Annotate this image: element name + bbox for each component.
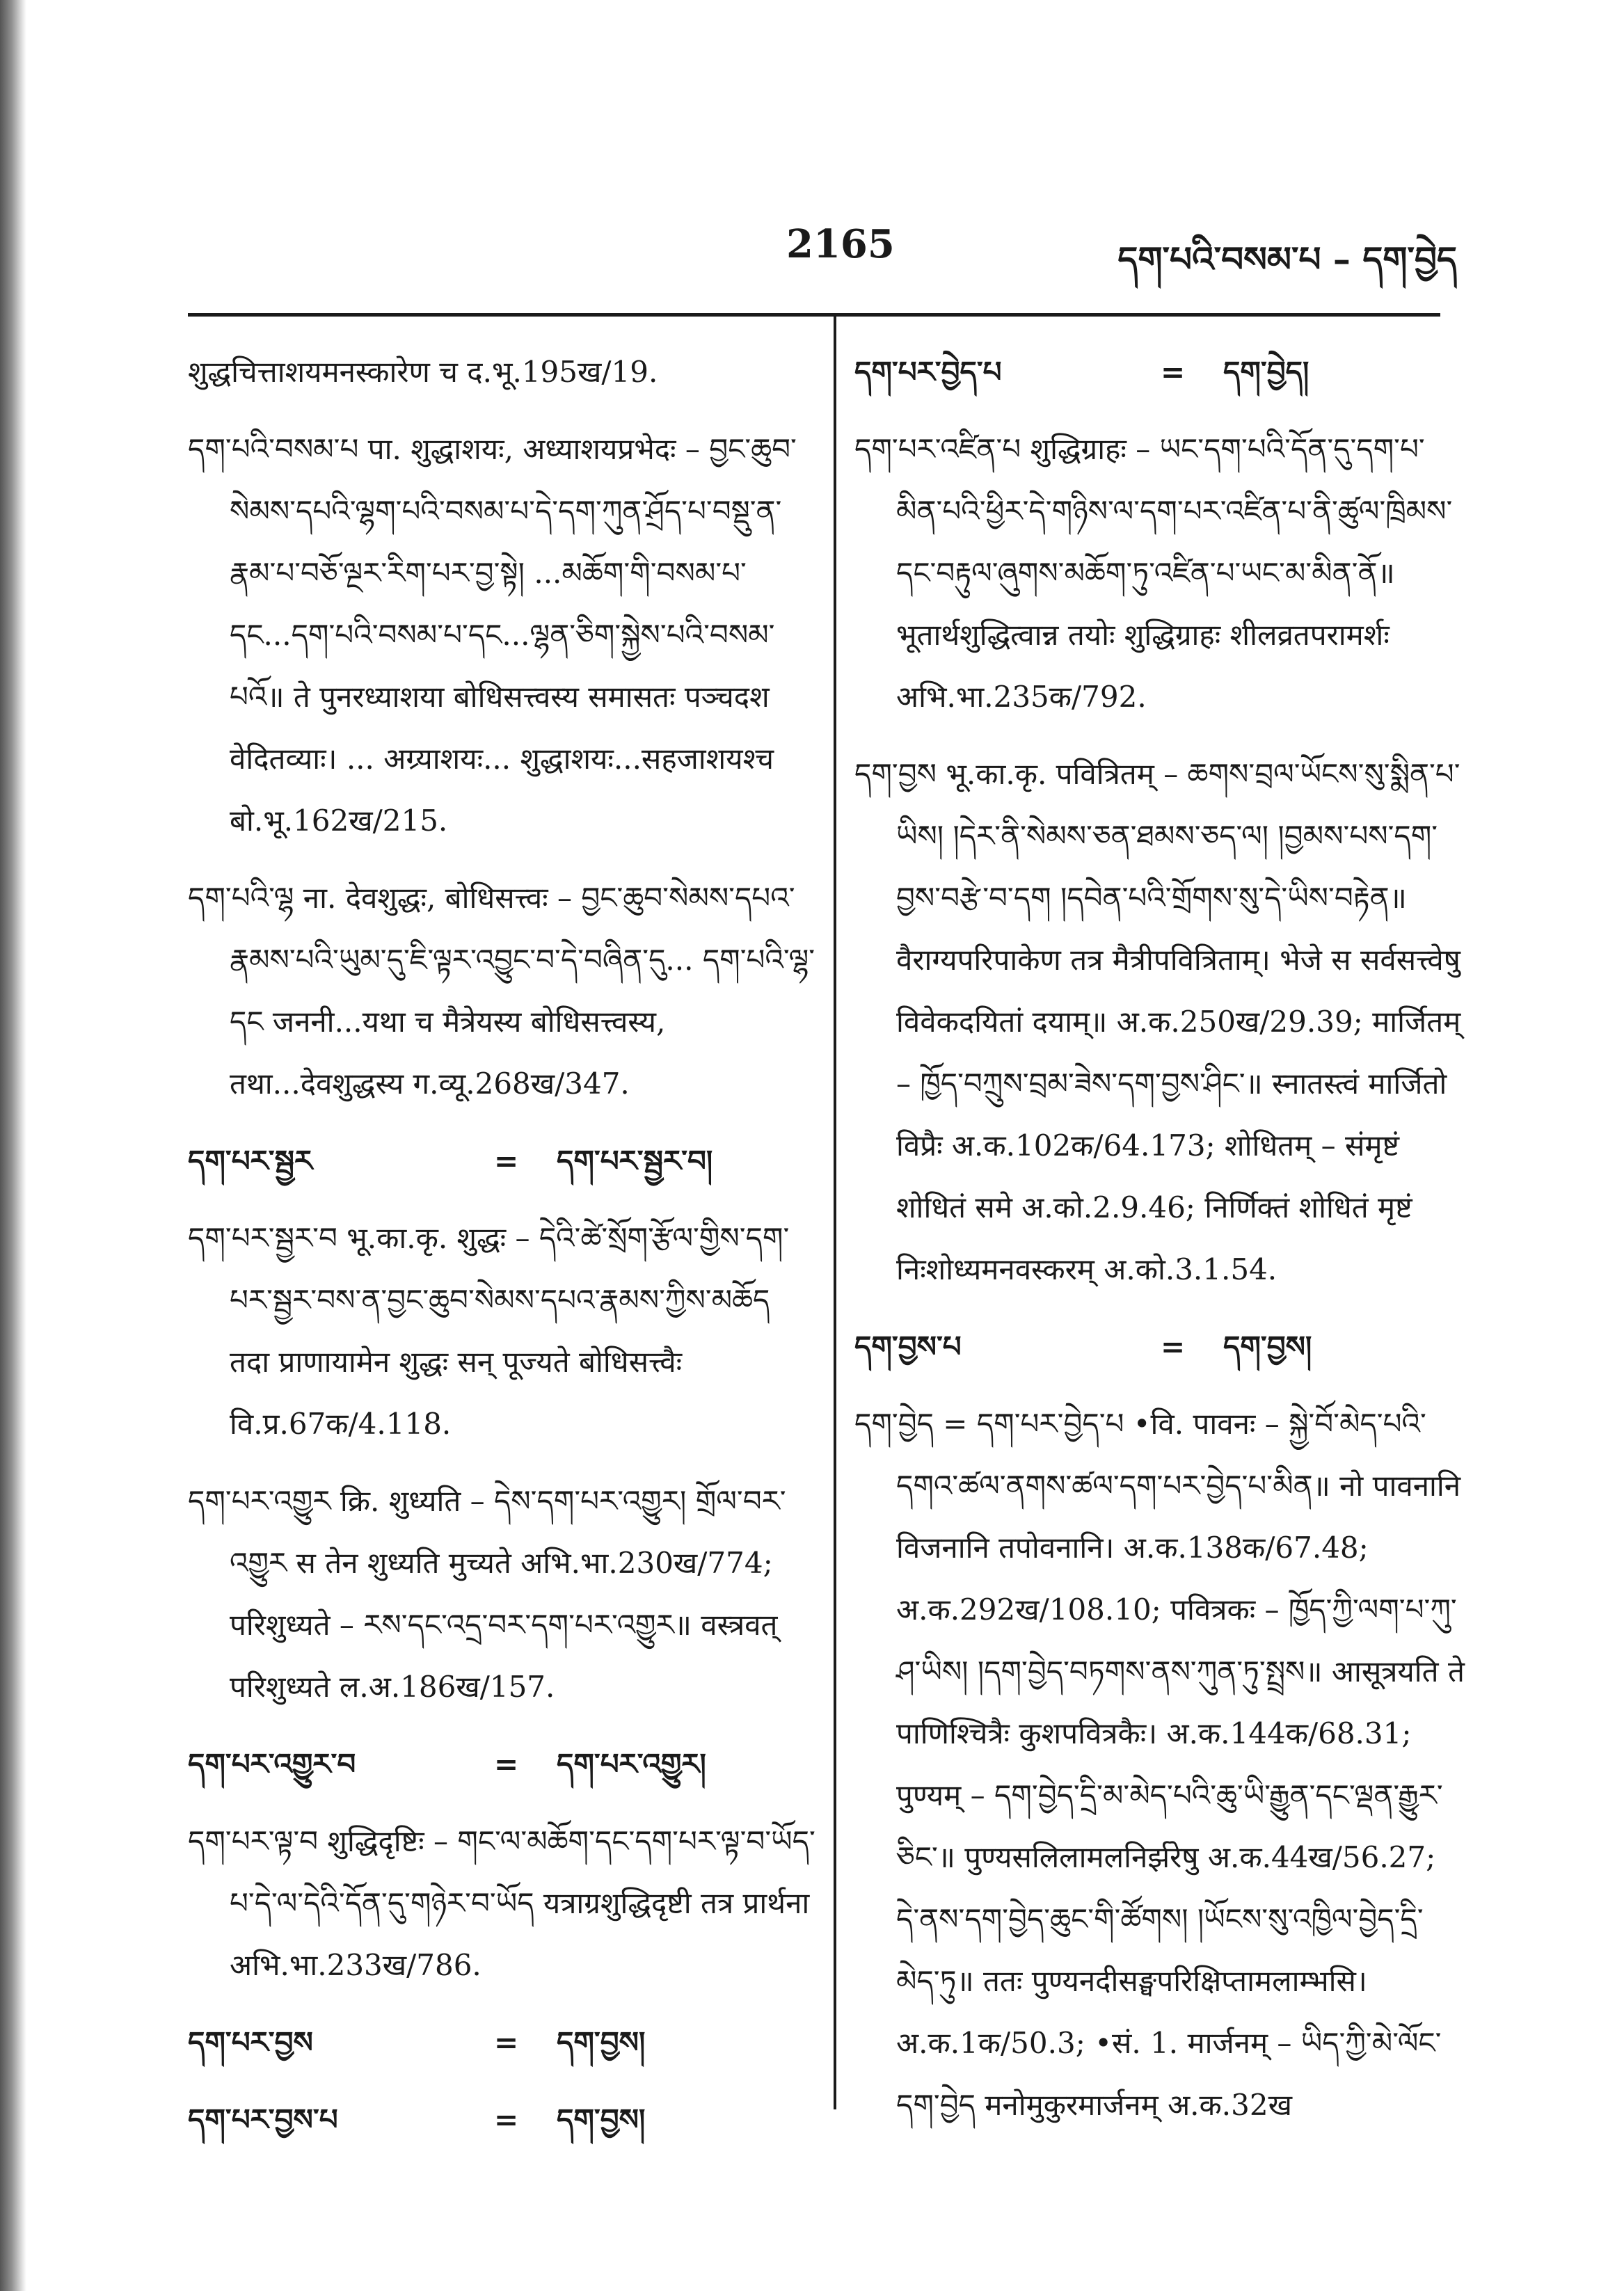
column-divider [834, 314, 836, 2109]
page-number: 2165 [786, 221, 895, 267]
left-column [188, 341, 818, 2166]
dictionary-entry: དག་པར་སྦྱར་བ भू.का.कृ. शुद्धः – དེའི་ཚེ་སྲོག་རྩོལ་གྱིས་དག་པར་སྦྱར་བས་ན་བྱང་ཆུབ་སེམས་དཔའ་རྣམས་ཀྱིས་མཆོད तदा प्राणायामेन शुद्धः सन् पूज्यते बोधिसत्त्वैः वि.प्र.67क/4.118. [188, 1221, 790, 1441]
xref-target: དག་བྱས། [557, 2102, 646, 2137]
xref-equals: = [494, 1747, 519, 1781]
xref-equals: = [494, 2025, 519, 2059]
dictionary-entry: དག་པར་འགྱུར क्रि. शुध्यति – དེས་དག་པར་འགྱུར། གྲོལ་བར་འགྱུར स तेन शुध्यति मुच्यते अभि.भा.230ख/774; परिशुध्यते – རས་དང་འདྲ་བར་དག་པར་འགྱུར॥ वस्त्रवत् परिशुध्यते ल.अ.186ख/157. [188, 1484, 786, 1704]
dictionary-entry: དག་བྱེད = དག་པར་བྱེད་པ •वि. पावनः – སྐྱེ་བོ་མེད་པའི་དགའ་ཚལ་ནགས་ཚལ་དག་པར་བྱེད་པ་མིན॥ नो पावनानि विजनानि तपोवनानि। अ.क.138क/67.48; अ.क.292ख/108.10; पवित्रकः – ཁྱོད་ཀྱི་ལག་པ་ཀུ་ཤ་ཡིས། །དག་བྱེད་བཏགས་ནས་ཀུན་ཏུ་སྤྲས॥ आसूत्रयति ते पाणिश्चित्रैः कुशपवित्रकैः। अ.क.144क/68.31; पुण्यम् – དག་བྱེད་དྲི་མ་མེད་པའི་ཆུ་ཡི་རྒྱུན་དང་ལྡན་རྒྱུར་ཅིང་॥ पुण्यसलिलामलनिर्झरेषु अ.क.44ख/56.27; དེ་ནས་དག་བྱེད་ཆུང་གི་ཚོགས། །ཡོངས་སུ་འཁྱིལ་བྱེད་དྲི་མེད་ཏུ॥ ततः पुण्यनदीसङ्घपरिक्षिप्तामलाम्भसि। अ.क.1क/50.3; •सं. 1. मार्जनम् – ཡིད་ཀྱི་མེ་ལོང་དག་བྱེད मनोमुकुरमार्जनम् अ.क.32ख [854, 1407, 1465, 2122]
dictionary-entry: དག་པར་ལྟ་བ शुद्धिदृष्टिः – གང་ལ་མཆོག་དང་དག་པར་ལྟ་བ་ཡོད་པ་དེ་ལ་དེའི་དོན་དུ་གཉེར་བ་ཡོད यत्राग्रशुद्धिदृष्टी तत्र प्रार्थना अभि.भा.233ख/786. [188, 1824, 815, 1982]
xref-target: དག་པར་སྦྱར་བ། [557, 1144, 713, 1178]
cross-reference-entry [188, 2011, 818, 2073]
cross-reference-entry [854, 1316, 1467, 1378]
xref-target: དག་པར་འགྱུར། [557, 1747, 706, 1781]
cross-reference-entry [854, 341, 1467, 403]
cross-reference-entry [188, 1733, 818, 1795]
scan-edge-shadow [0, 0, 26, 2291]
xref-headword: དག་པར་སྦྱར [188, 1144, 313, 1178]
dictionary-entry: དག་བྱས भू.का.कृ. पवित्रितम् – ཆགས་བྲལ་ཡོངས་སུ་སྨིན་པ་ཡིས། །དེར་ནི་སེམས་ཅན་ཐམས་ཅད་ལ། །བྱམས་པས་དག་བྱས་བརྩེ་བ་དག །དབེན་པའི་གྲོགས་སུ་དེ་ཡིས་བརྟེན॥ वैराग्यपरिपाकेण तत्र मैत्रीपवित्रिताम्। भेजे स सर्वसत्त्वेषु विवेकदयितां दयाम्॥ अ.क.250ख/29.39; मार्जितम् – ཁྱོད་བཀྲུས་བྲམ་ཟེས་དག་བྱས་ཤིང་॥ स्नातस्त्वं मार्जितो विप्रैः अ.क.102क/64.173; शोधितम् – संमृष्टं शोधितं समे अ.को.2.9.46; निर्णिक्तं शोधितं मृष्टं निःशोध्यमनवस्करम् अ.को.3.1.54. [854, 757, 1461, 1286]
xref-equals: = [494, 2102, 519, 2137]
dictionary-entry: དག་པའི་བསམ་པ पा. शुद्धाशयः, अध्याशयप्रभेदः – བྱང་ཆུབ་སེམས་དཔའི་ལྷག་པའི་བསམ་པ་དེ་དག་ཀུན་ཤྲོད་པ་བསྡུ་ན་རྣམ་པ་བཅོ་ལྔར་རིག་པར་བྱ་སྟེ། ...མཆོག་གི་བསམ་པ་དང...དག་པའི་བསམ་པ་དང...ལྷན་ཅིག་སྐྱེས་པའི་བསམ་པའོ॥ ते पुनरध्याशया बोधिसत्त्वस्य समासतः पञ्चदश वेदितव्याः। ... अग्र्याशयः... शुद्धाशयः...सहजाशयश्च बो.भू.162ख/215. [188, 432, 797, 838]
xref-target: དག་བྱས། [1223, 1330, 1312, 1364]
cross-reference-entry [188, 2089, 818, 2150]
xref-equals: = [1161, 1330, 1186, 1364]
dictionary-entry: དག་པར་འཛིན་པ शुद्धिग्राहः – ཡང་དག་པའི་དོན་དུ་དག་པ་མིན་པའི་ཕྱིར་དེ་གཉིས་ལ་དག་པར་འཛིན་པ་ནི་ཚུལ་ཁྲིམས་དང་བརྟུལ་ཞུགས་མཆོག་ཏུ་འཛིན་པ་ཡང་མ་མིན་ནོ॥ भूतार्थशुद्धित्वान्न तयोः शुद्धिग्राहः शीलव्रतपरामर्शः अभि.भा.235क/792. [854, 432, 1453, 714]
xref-headword: དག་པར་བྱེད་པ [854, 355, 1002, 389]
xref-headword: དག་པར་འགྱུར་བ [188, 1747, 356, 1781]
header-rule [188, 313, 1440, 317]
cross-reference-entry [188, 1130, 818, 1192]
right-column [854, 341, 1467, 2151]
xref-target: དག་བྱེད། [1223, 355, 1309, 389]
xref-equals: = [494, 1144, 519, 1178]
xref-headword: དག་པར་བྱས་པ [188, 2102, 338, 2137]
xref-target: དག་བྱས། [557, 2025, 646, 2059]
dictionary-entry: དག་པའི་ལྷ ना. देवशुद्धः, बोधिसत्त्वः – བྱང་ཆུབ་སེམས་དཔའ་རྣམས་པའི་ཡུམ་དུ་ཇི་ལྟར་འབྱུང་བ་དེ་བཞིན་དུ... དག་པའི་ལྷ་དང जननी...यथा च मैत्रेयस्य बोधिसत्त्वस्य, तथा...देवशुद्धस्य ग.व्यू.268ख/347. [188, 881, 815, 1101]
xref-headword: དག་བྱས་པ [854, 1330, 962, 1364]
dictionary-entry: शुद्धचित्ताशयमनस्कारेण च द.भू.195ख/19. [188, 355, 658, 389]
xref-headword: དག་པར་བྱས [188, 2025, 313, 2059]
xref-equals: = [1161, 355, 1186, 389]
running-head: དག་པའི་བསམ་པ – དག་བྱེད [1117, 239, 1457, 280]
